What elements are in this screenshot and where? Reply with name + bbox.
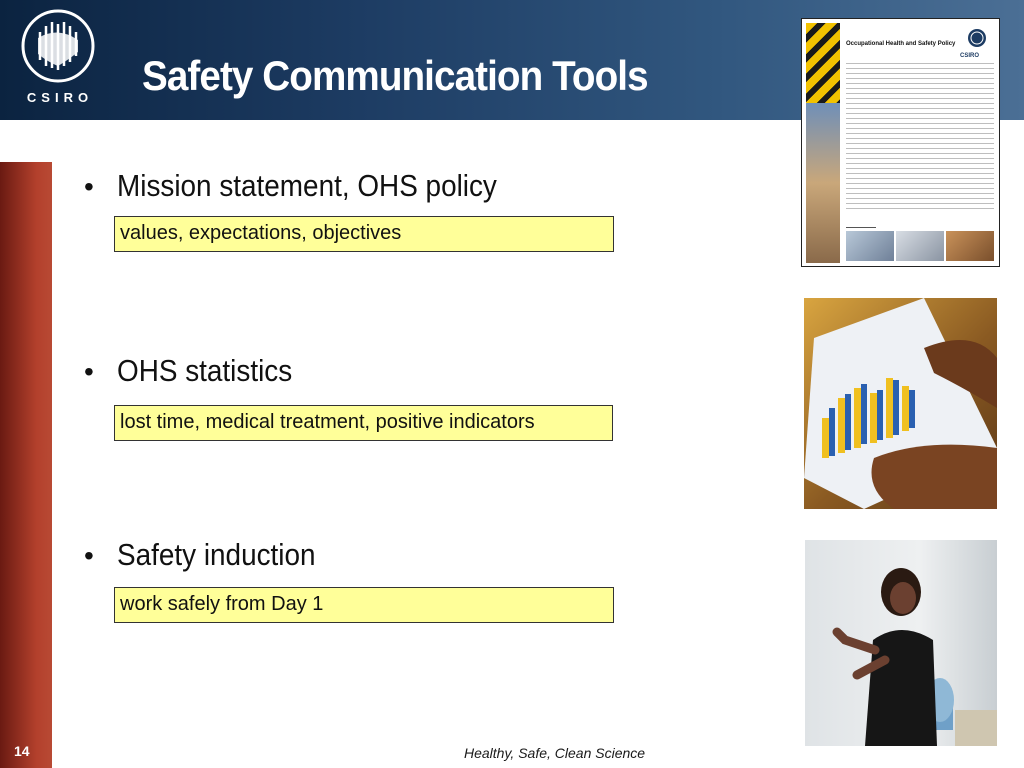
signature-mark xyxy=(846,217,876,228)
hazard-stripe xyxy=(806,23,840,103)
document-logo xyxy=(964,27,990,53)
doc-photo-2 xyxy=(896,231,944,261)
bullet-marker: • xyxy=(84,356,94,387)
bullet-heading: OHS statistics xyxy=(117,353,293,388)
detail-box-induction: work safely from Day 1 xyxy=(114,587,614,623)
csiro-logo xyxy=(20,8,100,108)
induction-photo xyxy=(805,540,997,746)
page-title: Safety Communication Tools xyxy=(142,52,648,99)
bullet-heading: Mission statement, OHS policy xyxy=(117,168,497,203)
detail-box-mission: values, expectations, objectives xyxy=(114,216,614,252)
bullet-marker: • xyxy=(84,171,94,202)
detail-box-statistics: lost time, medical treatment, positive indicators xyxy=(114,405,613,441)
document-logo-text: CSIRO xyxy=(960,53,980,59)
doc-photo-3 xyxy=(946,231,994,261)
doc-photo-1 xyxy=(846,231,894,261)
bullet-item-mission xyxy=(84,168,539,204)
bullet-marker: • xyxy=(84,540,94,571)
policy-document-image xyxy=(801,18,1000,267)
footer-tagline: Healthy, Safe, Clean Science xyxy=(464,745,646,761)
document-body-text xyxy=(846,63,994,213)
bullet-item-induction xyxy=(84,537,338,573)
bullet-item-statistics xyxy=(84,353,312,389)
side-accent-bar xyxy=(0,162,52,768)
slide-number: 14 xyxy=(14,743,30,759)
logo-wordmark: CSIRO xyxy=(26,90,94,105)
side-photo-strip xyxy=(806,103,840,263)
bullet-heading: Safety induction xyxy=(117,537,316,572)
document-title: Occupational Health and Safety Policy xyxy=(846,41,956,47)
statistics-photo xyxy=(804,298,997,509)
